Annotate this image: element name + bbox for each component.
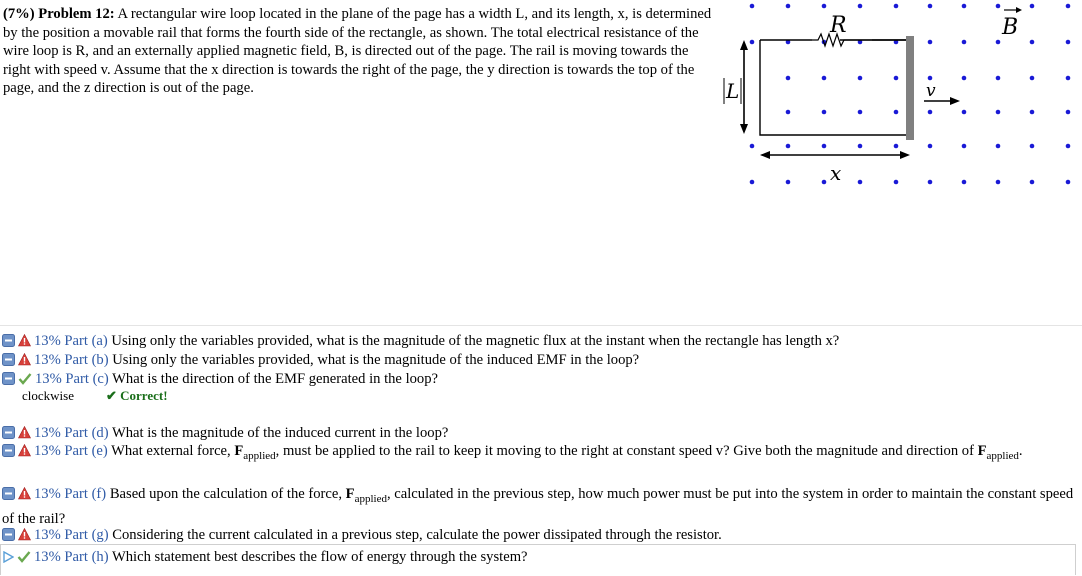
warning-icon [18, 443, 31, 463]
field-dot [962, 76, 967, 81]
field-dot [996, 4, 1001, 9]
problem-text: A rectangular wire loop located in the plane of the page has a width L, and its length, x, is determined by the position a movable rail that forms the fourth side of the rectangle, as shown. The total electrical resistance of the wire loop is R, and an externally applied magnetic field, B, is directed out of the page. The rail is moving towards the right with speed v. Assume that the x direction is towards the right of the page, the y direction is towards the top of the page, and the z direction is out of the page. [3, 6, 712, 97]
part-percent: 13% [35, 371, 66, 387]
part-question: What is the magnitude of the induced current in the loop? [111, 425, 449, 441]
field-dot [1066, 40, 1071, 45]
field-dot [996, 180, 1001, 185]
field-dot [1066, 144, 1071, 149]
field-dot [1030, 4, 1035, 9]
field-dot [1030, 144, 1035, 149]
part-percent: 13% [34, 333, 65, 349]
field-dot [858, 180, 863, 185]
part-question: Using only the variables provided, what is the magnitude of the induced EMF in the loop? [112, 352, 640, 368]
field-dot [786, 180, 791, 185]
collapse-toggle-icon[interactable] [2, 486, 15, 506]
loop-figure [722, 0, 1082, 200]
part-label: Part (a) [64, 333, 108, 349]
field-dot [962, 180, 967, 185]
field-dot [894, 76, 899, 81]
field-dot [786, 110, 791, 115]
field-dot [786, 76, 791, 81]
field-dot [786, 4, 791, 9]
part-question: Using only the variables provided, what is the magnitude of the magnetic flux at the instant when the rectangle has length x? [111, 333, 840, 349]
field-dot [750, 144, 755, 149]
part-e[interactable] [2, 441, 1078, 466]
field-dot [928, 110, 933, 115]
field-dot [786, 144, 791, 149]
field-dot [928, 180, 933, 185]
label-v: v [926, 81, 936, 101]
part-label: Part (f) [64, 486, 107, 502]
movable-rail [906, 36, 914, 140]
field-dot [962, 4, 967, 9]
loop-diagram [722, 0, 1082, 200]
field-dot [1066, 4, 1071, 9]
field-dot [1066, 76, 1071, 81]
field-dot [858, 144, 863, 149]
field-dot [822, 180, 827, 185]
problem-name: Problem 12: [38, 6, 115, 22]
field-dot [996, 40, 1001, 45]
field-dot [750, 180, 755, 185]
field-dot [1030, 76, 1035, 81]
part-question: Considering the current calculated in a previous step, calculate the power dissipated through the resistor. [112, 527, 722, 543]
part-question: Based upon the calculation of the force, $F_{applied}$, calculated in the previous step, how much power must be put into the system in order to maintain the constant speed of the rail? [2, 486, 1074, 527]
part-label: Part (h) [64, 549, 109, 565]
field-dot [822, 76, 827, 81]
part-label: Part (g) [64, 527, 109, 543]
field-dot [996, 110, 1001, 115]
field-dot [1030, 40, 1035, 45]
field-dot [1066, 180, 1071, 185]
field-dot [858, 110, 863, 115]
answer-value: clockwise [22, 388, 74, 403]
field-dot [962, 40, 967, 45]
part-percent: 13% [34, 527, 65, 543]
field-dot [928, 4, 933, 9]
field-dot [894, 180, 899, 185]
field-dot [962, 110, 967, 115]
field-dot [894, 4, 899, 9]
part-question: What is the direction of the EMF generated in the loop? [112, 371, 438, 387]
field-dot [750, 40, 755, 45]
field-dot [928, 40, 933, 45]
field-dot [1066, 110, 1071, 115]
part-h-answer-box[interactable] [0, 544, 1076, 575]
part-label: Part (c) [65, 371, 109, 387]
field-dot [996, 144, 1001, 149]
part-percent: 13% [34, 425, 65, 441]
field-dot [822, 4, 827, 9]
field-dot [928, 76, 933, 81]
section-divider [0, 325, 1082, 326]
part-label: Part (b) [64, 352, 109, 368]
part-label: Part (d) [64, 425, 109, 441]
part-percent: 13% [34, 486, 65, 502]
label-r: R [830, 13, 847, 38]
field-dot [750, 4, 755, 9]
problem-percent: (7%) [3, 6, 35, 22]
problem-statement [3, 5, 718, 98]
label-x: x [830, 161, 842, 185]
part-question: Which statement best describes the flow of energy through the system? [111, 549, 528, 565]
part-percent: 13% [34, 549, 65, 565]
field-dot [858, 4, 863, 9]
correct-feedback: ✔ Correct! [106, 388, 168, 403]
field-dot [1030, 180, 1035, 185]
collapse-toggle-icon[interactable] [2, 443, 15, 463]
part-c-answer [22, 388, 168, 404]
label-b: B [1002, 15, 1019, 40]
field-dot [858, 76, 863, 81]
part-f[interactable] [2, 484, 1078, 529]
field-dot [996, 76, 1001, 81]
part-question: What external force, $F_{applied}$, must be applied to the rail to keep it moving to the right at constant speed v? Give both the magnitude and direction of $F_{applied}$. [111, 443, 1023, 462]
field-dot [928, 144, 933, 149]
field-dot [894, 144, 899, 149]
field-dot [894, 110, 899, 115]
part-label: Part (e) [64, 443, 108, 459]
field-dot [822, 110, 827, 115]
part-percent: 13% [34, 352, 65, 368]
field-dot [962, 144, 967, 149]
collapse-toggle-icon[interactable] [2, 371, 15, 391]
field-dot [1030, 110, 1035, 115]
field-dot [822, 144, 827, 149]
label-l: L [726, 79, 740, 103]
part-percent: 13% [34, 443, 65, 459]
warning-icon [18, 486, 31, 506]
